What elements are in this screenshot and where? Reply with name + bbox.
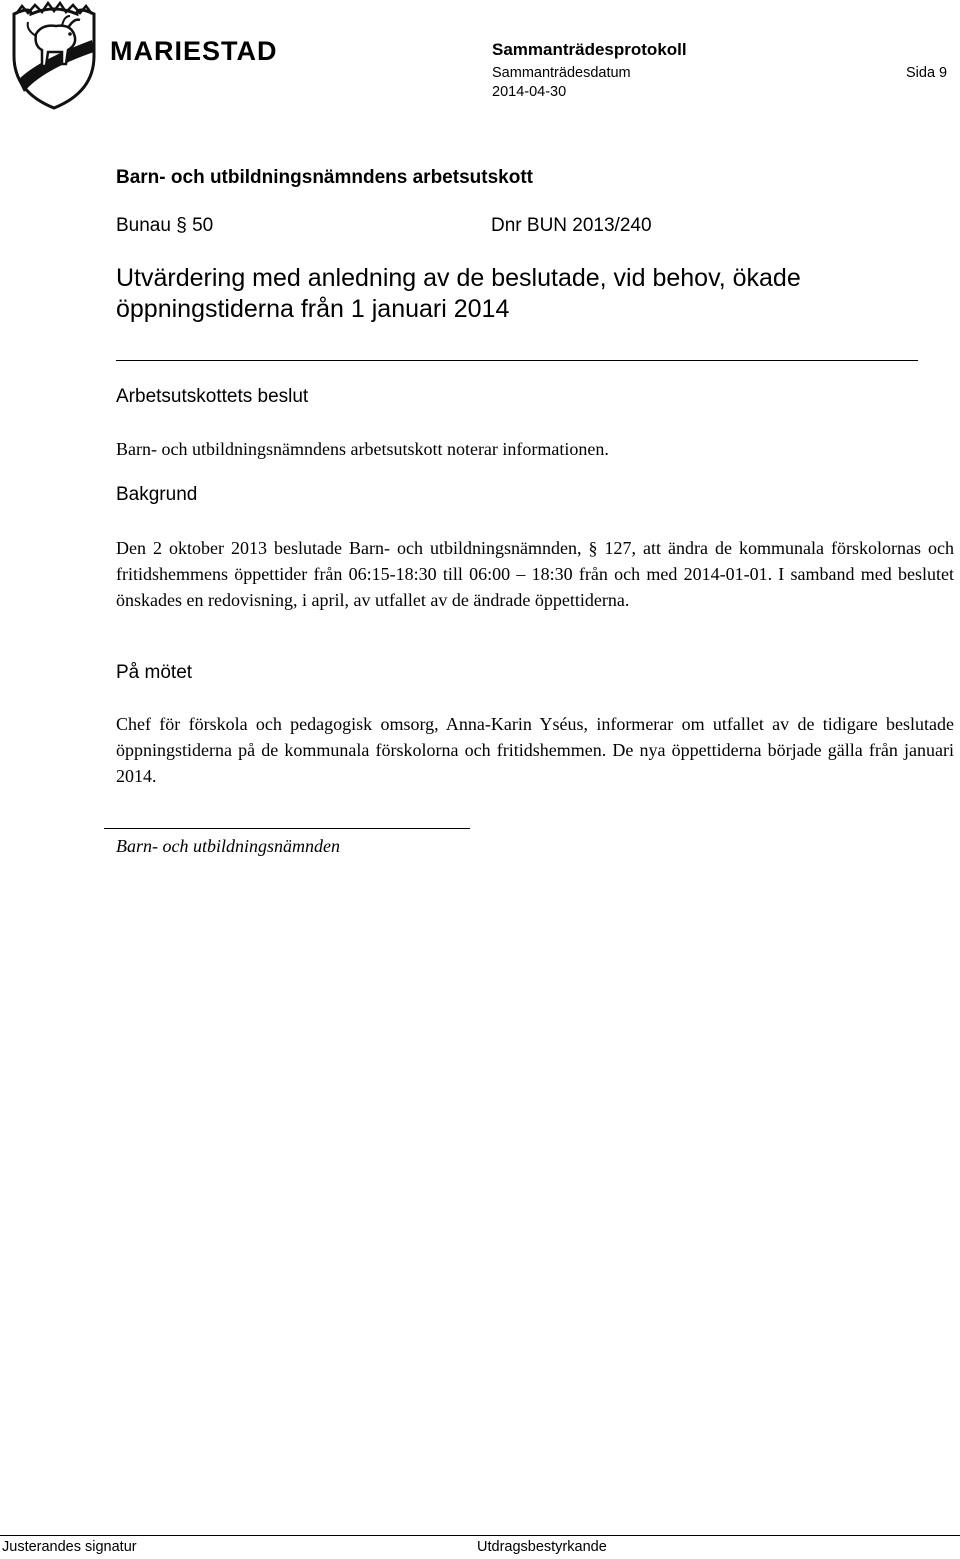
registration-number: Dnr BUN 2013/240 [491, 215, 652, 236]
footer-divider [0, 1535, 960, 1536]
recipient: Barn- och utbildningsnämnden [116, 836, 340, 856]
case-number: Bunau § 50 [116, 215, 214, 236]
coat-of-arms-logo [8, 0, 100, 112]
subject-heading: Utvärdering med anledning av de beslutade, vid behov, ökade öppningstiderna från 1 januari 2014 [116, 264, 801, 323]
meeting-date: 2014-04-30 [492, 84, 567, 100]
footer-certification-label: Utdragsbestyrkande [477, 1539, 607, 1555]
divider-line [116, 360, 918, 361]
meeting-heading: På mötet [116, 662, 193, 683]
decision-heading: Arbetsutskottets beslut [116, 386, 309, 407]
page-number: Sida 9 [906, 65, 948, 81]
footer-signature-label: Justerandes signatur [2, 1539, 137, 1555]
meeting-text: Chef för förskola och pedagogisk omsorg, Anna-Karin Yséus, informerar om utfallet av de tidigare beslutade öppningstiderna på de kommunala förskolorna och fritidshemmen. De nya öppettiderna började gälla från januari 2014. [116, 714, 954, 786]
brand-name: MARIESTAD [110, 36, 278, 66]
document-title: Sammanträdesprotokoll [492, 40, 687, 59]
decision-text: Barn- och utbildningsnämndens arbetsutskott noterar informationen. [116, 439, 609, 459]
committee-name: Barn- och utbildningsnämndens arbetsutskott [116, 167, 533, 188]
background-text: Den 2 oktober 2013 beslutade Barn- och utbildningsnämnden, § 127, att ändra de kommunala förskolornas och fritidshemmens öppettider från 06:15-18:30 till 06:00 – 18:30 från och med 2014-01-01. I samband med beslutet önskades en redovisning, i april, av utfallet av de ändrade öppettiderna. [116, 538, 954, 610]
background-heading: Bakgrund [116, 484, 198, 505]
recipient-divider [104, 828, 470, 829]
meeting-date-label: Sammanträdesdatum [492, 65, 631, 81]
